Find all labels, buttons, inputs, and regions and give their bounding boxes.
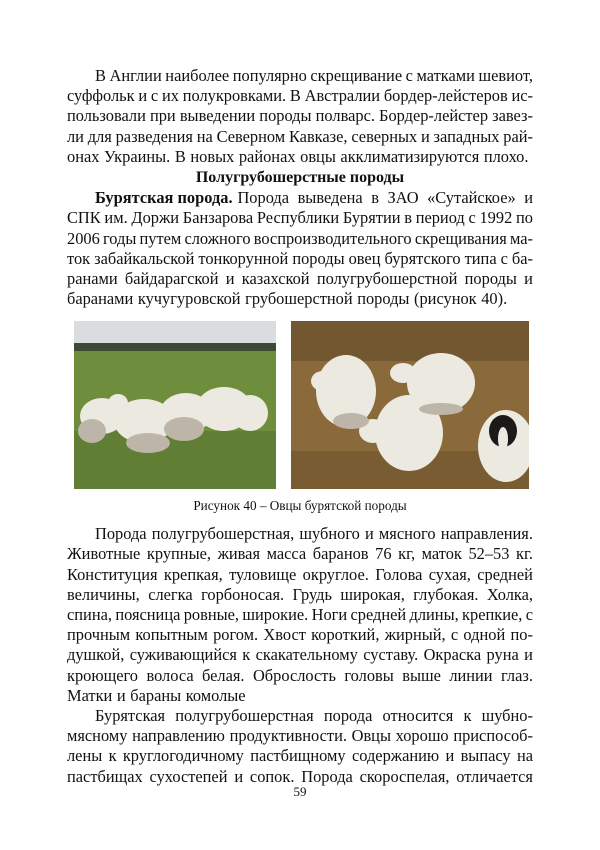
paragraph-1	[67, 66, 533, 167]
text-line: 2006 годы путем сложного воспроизводительного скрещивания ма-	[67, 228, 533, 248]
text-line: ранами байдарагской и казахской полугрубошерстной породы и	[67, 268, 533, 288]
text-line: баранами кучугуровской грубошерстной породы (рисунок 40).	[67, 289, 508, 309]
lambs-photo	[291, 321, 529, 489]
figure-caption: Рисунок 40 – Овцы бурятской породы	[193, 498, 407, 514]
text-line: мясному направлению продуктивности. Овцы хорошо приспособ-	[67, 726, 533, 746]
text-line: Матки и бараны комолые	[67, 685, 246, 705]
paragraph-2	[67, 188, 533, 309]
section-heading: Полугрубошерстные породы	[195, 168, 405, 186]
text-line: кроющего волоса белая. Оброслость головы выше линии глаз.	[67, 665, 533, 685]
text-line: Животные крупные, живая масса баранов 76 кг, маток 52–53 кг.	[67, 544, 533, 564]
text-line: Бурятская полугрубошерстная порода относится к шубно-	[95, 705, 533, 725]
page-content	[67, 66, 533, 787]
text-line: спина, поясница ровные, широкие. Ноги средней длины, крепкие, с	[67, 605, 533, 624]
text-line: Порода полугрубошерстная, шубного и мясного направления.	[95, 524, 533, 544]
text-line: ли для разведения на Северном Кавказе, северных и западных рай-	[67, 126, 533, 146]
text-line: ток забайкальской тонкорунной породы овец бурятского типа с ба-	[67, 248, 533, 268]
paragraph-4	[67, 706, 533, 787]
text-line: онах Украины. В новых районах овцы акклиматизируются плохо.	[67, 146, 529, 166]
text-line: Конституция крепкая, туловище округлое. Голова сухая, средней	[67, 564, 533, 584]
sheep-pasture-photo	[74, 321, 276, 489]
text-line: душкой, суживающийся к скакательному суставу. Окраска руна и	[67, 645, 533, 665]
lead-rest: Порода выведена в ЗАО «Сутайское» и	[237, 188, 533, 208]
breed-title: Бурятская порода.	[95, 188, 233, 208]
page-number: 59	[293, 784, 307, 799]
paragraph-3	[67, 524, 533, 706]
text-line: лены к круглогодичному пастбищному содержанию и выпасу на	[67, 746, 533, 766]
text-line	[67, 188, 533, 208]
text-line: пастбищах сухостепей и сопок. Порода скороспелая, отличается	[67, 766, 533, 786]
text-line: суффольк и с их полукровками. В Австралии бордер-лейстеров ис-	[67, 86, 533, 106]
text-line: прочным копытным рогом. Хвост короткий, жирный, с одной по-	[67, 625, 533, 645]
text-line: величины, слегка горбоносая. Грудь широкая, глубокая. Холка,	[67, 584, 533, 604]
text-line: В Англии наиболее популярно скрещивание с матками шевиот,	[95, 66, 533, 85]
text-line: пользовали при выведении породы полварс. Бордер-лейстер завез-	[67, 106, 533, 126]
text-line: СПК им. Доржи Банзарова Республики Бурятии в период с 1992 по	[67, 208, 533, 228]
figure-photos	[67, 321, 533, 489]
